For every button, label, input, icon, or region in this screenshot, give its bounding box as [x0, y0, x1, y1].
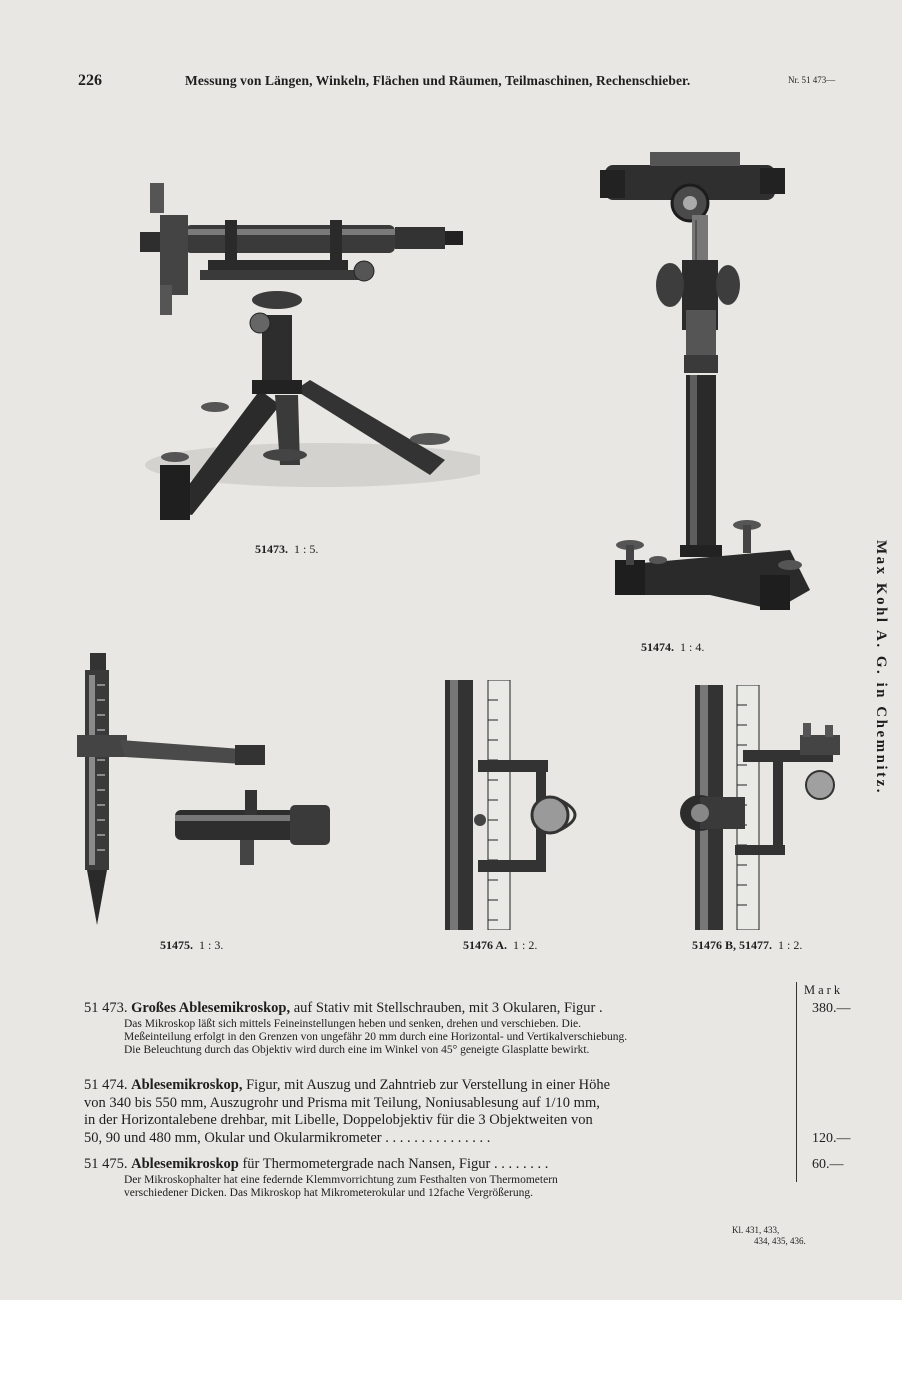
figure-scale: 1 : 3.: [199, 938, 224, 952]
price-51473: 380.—: [812, 1001, 851, 1016]
figure-51473-illustration: [120, 175, 480, 535]
figure-number: 51475.: [160, 938, 193, 952]
item-number-reference: Nr. 51 473—: [788, 75, 836, 85]
entry-description: auf Stativ mit Stellschrauben, mit 3 Okularen, Figur .: [293, 1000, 603, 1016]
entry-number: 51 475.: [84, 1156, 128, 1172]
bottom-margin: [0, 1300, 902, 1390]
note-line: Das Mikroskop läßt sich mittels Feineinstellungen heben und senken, drehen und verschieben. Die.: [124, 1017, 582, 1030]
catalog-entry-51473: [84, 1000, 784, 1057]
entry-number: 51 474.: [84, 1077, 128, 1093]
catalog-entry-51475: [84, 1156, 784, 1200]
figure-51476a-illustration: [440, 680, 600, 930]
figure-51475-caption: [160, 938, 223, 953]
note-line: Der Mikroskophalter hat eine federnde Klemmvorrichtung zum Festhalten von Thermometern: [124, 1173, 558, 1186]
entry-heading-line: [84, 1000, 784, 1018]
entry-heading-line: [84, 1156, 784, 1174]
running-title: Messung von Längen, Winkeln, Flächen und Räumen, Teilmaschinen, Rechenschieber.: [185, 73, 691, 88]
figure-number: 51476 A.: [463, 938, 508, 952]
publisher-imprint: Max Kohl A. G. in Chemnitz.: [873, 540, 889, 796]
entry-number: 51 473.: [84, 1000, 128, 1016]
note-line: verschiedener Dicken. Das Mikroskop hat Mikrometerokular und 12fache Vergrößerung.: [124, 1186, 533, 1199]
entry-description: für Thermometergrade nach Nansen, Figur . . . . . . . .: [242, 1156, 549, 1172]
figure-number: 51476 B, 51477.: [692, 938, 773, 952]
catalog-entry-51474: [84, 1077, 784, 1147]
figure-51475-illustration: [75, 645, 345, 935]
entry-note: [84, 1174, 764, 1200]
entry-description: Figur, mit Auszug und Zahntrieb zur Verstellung in einer Höhe: [246, 1077, 611, 1093]
price-51474: 120.—: [812, 1131, 851, 1146]
figure-51476b-51477-caption: [692, 938, 802, 953]
figure-51473-caption: [255, 542, 318, 557]
entry-name: Großes Ablesemikroskop,: [131, 1000, 291, 1016]
figure-scale: 1 : 2.: [778, 938, 803, 952]
note-line: Die Beleuchtung durch das Objektiv wird durch eine im Winkel von 45° geneigte Glasplatte bewirkt.: [124, 1043, 590, 1056]
figure-51474-illustration: [590, 150, 830, 630]
class-reference-line: 434, 435, 436.: [754, 1236, 806, 1246]
figure-scale: 1 : 5.: [294, 542, 319, 556]
figure-scale: 1 : 4.: [680, 640, 705, 654]
figure-number: 51473.: [255, 542, 288, 556]
entry-description: 50, 90 und 480 mm, Okular und Okularmikrometer . . . . . . . . . . . . . . .: [84, 1129, 491, 1146]
note-line: Meßeinteilung erfolgt in den Grenzen von ungefähr 20 mm durch eine Horizontal- und Vertikalverschiebung.: [124, 1030, 628, 1043]
figure-scale: 1 : 2.: [513, 938, 538, 952]
entry-description: in der Horizontalebene drehbar, mit Libelle, Doppelobjektiv für die 3 Objektweiten von: [84, 1112, 593, 1128]
price-51475: 60.—: [812, 1157, 844, 1172]
entry-name: Ablesemikroskop,: [131, 1077, 243, 1093]
entry-description: von 340 bis 550 mm, Auszugrohr und Prisma mit Teilung, Noniusablesung auf 1/10 mm,: [84, 1094, 600, 1111]
page-number: 226: [78, 72, 102, 89]
figure-51474-caption: [641, 640, 704, 655]
price-column-header: Mark: [804, 983, 844, 997]
class-reference-line: Kl. 431, 433,: [732, 1225, 780, 1235]
class-reference: [732, 1225, 806, 1247]
entry-name: Ablesemikroskop: [131, 1156, 239, 1172]
page-header: [78, 72, 858, 92]
figure-51476b-51477-illustration: [675, 685, 855, 930]
figure-number: 51474.: [641, 640, 674, 654]
entry-note: [84, 1018, 764, 1057]
entry-heading-line: [84, 1077, 784, 1095]
figure-51476a-caption: [463, 938, 537, 953]
price-column-rule: [796, 982, 797, 1182]
